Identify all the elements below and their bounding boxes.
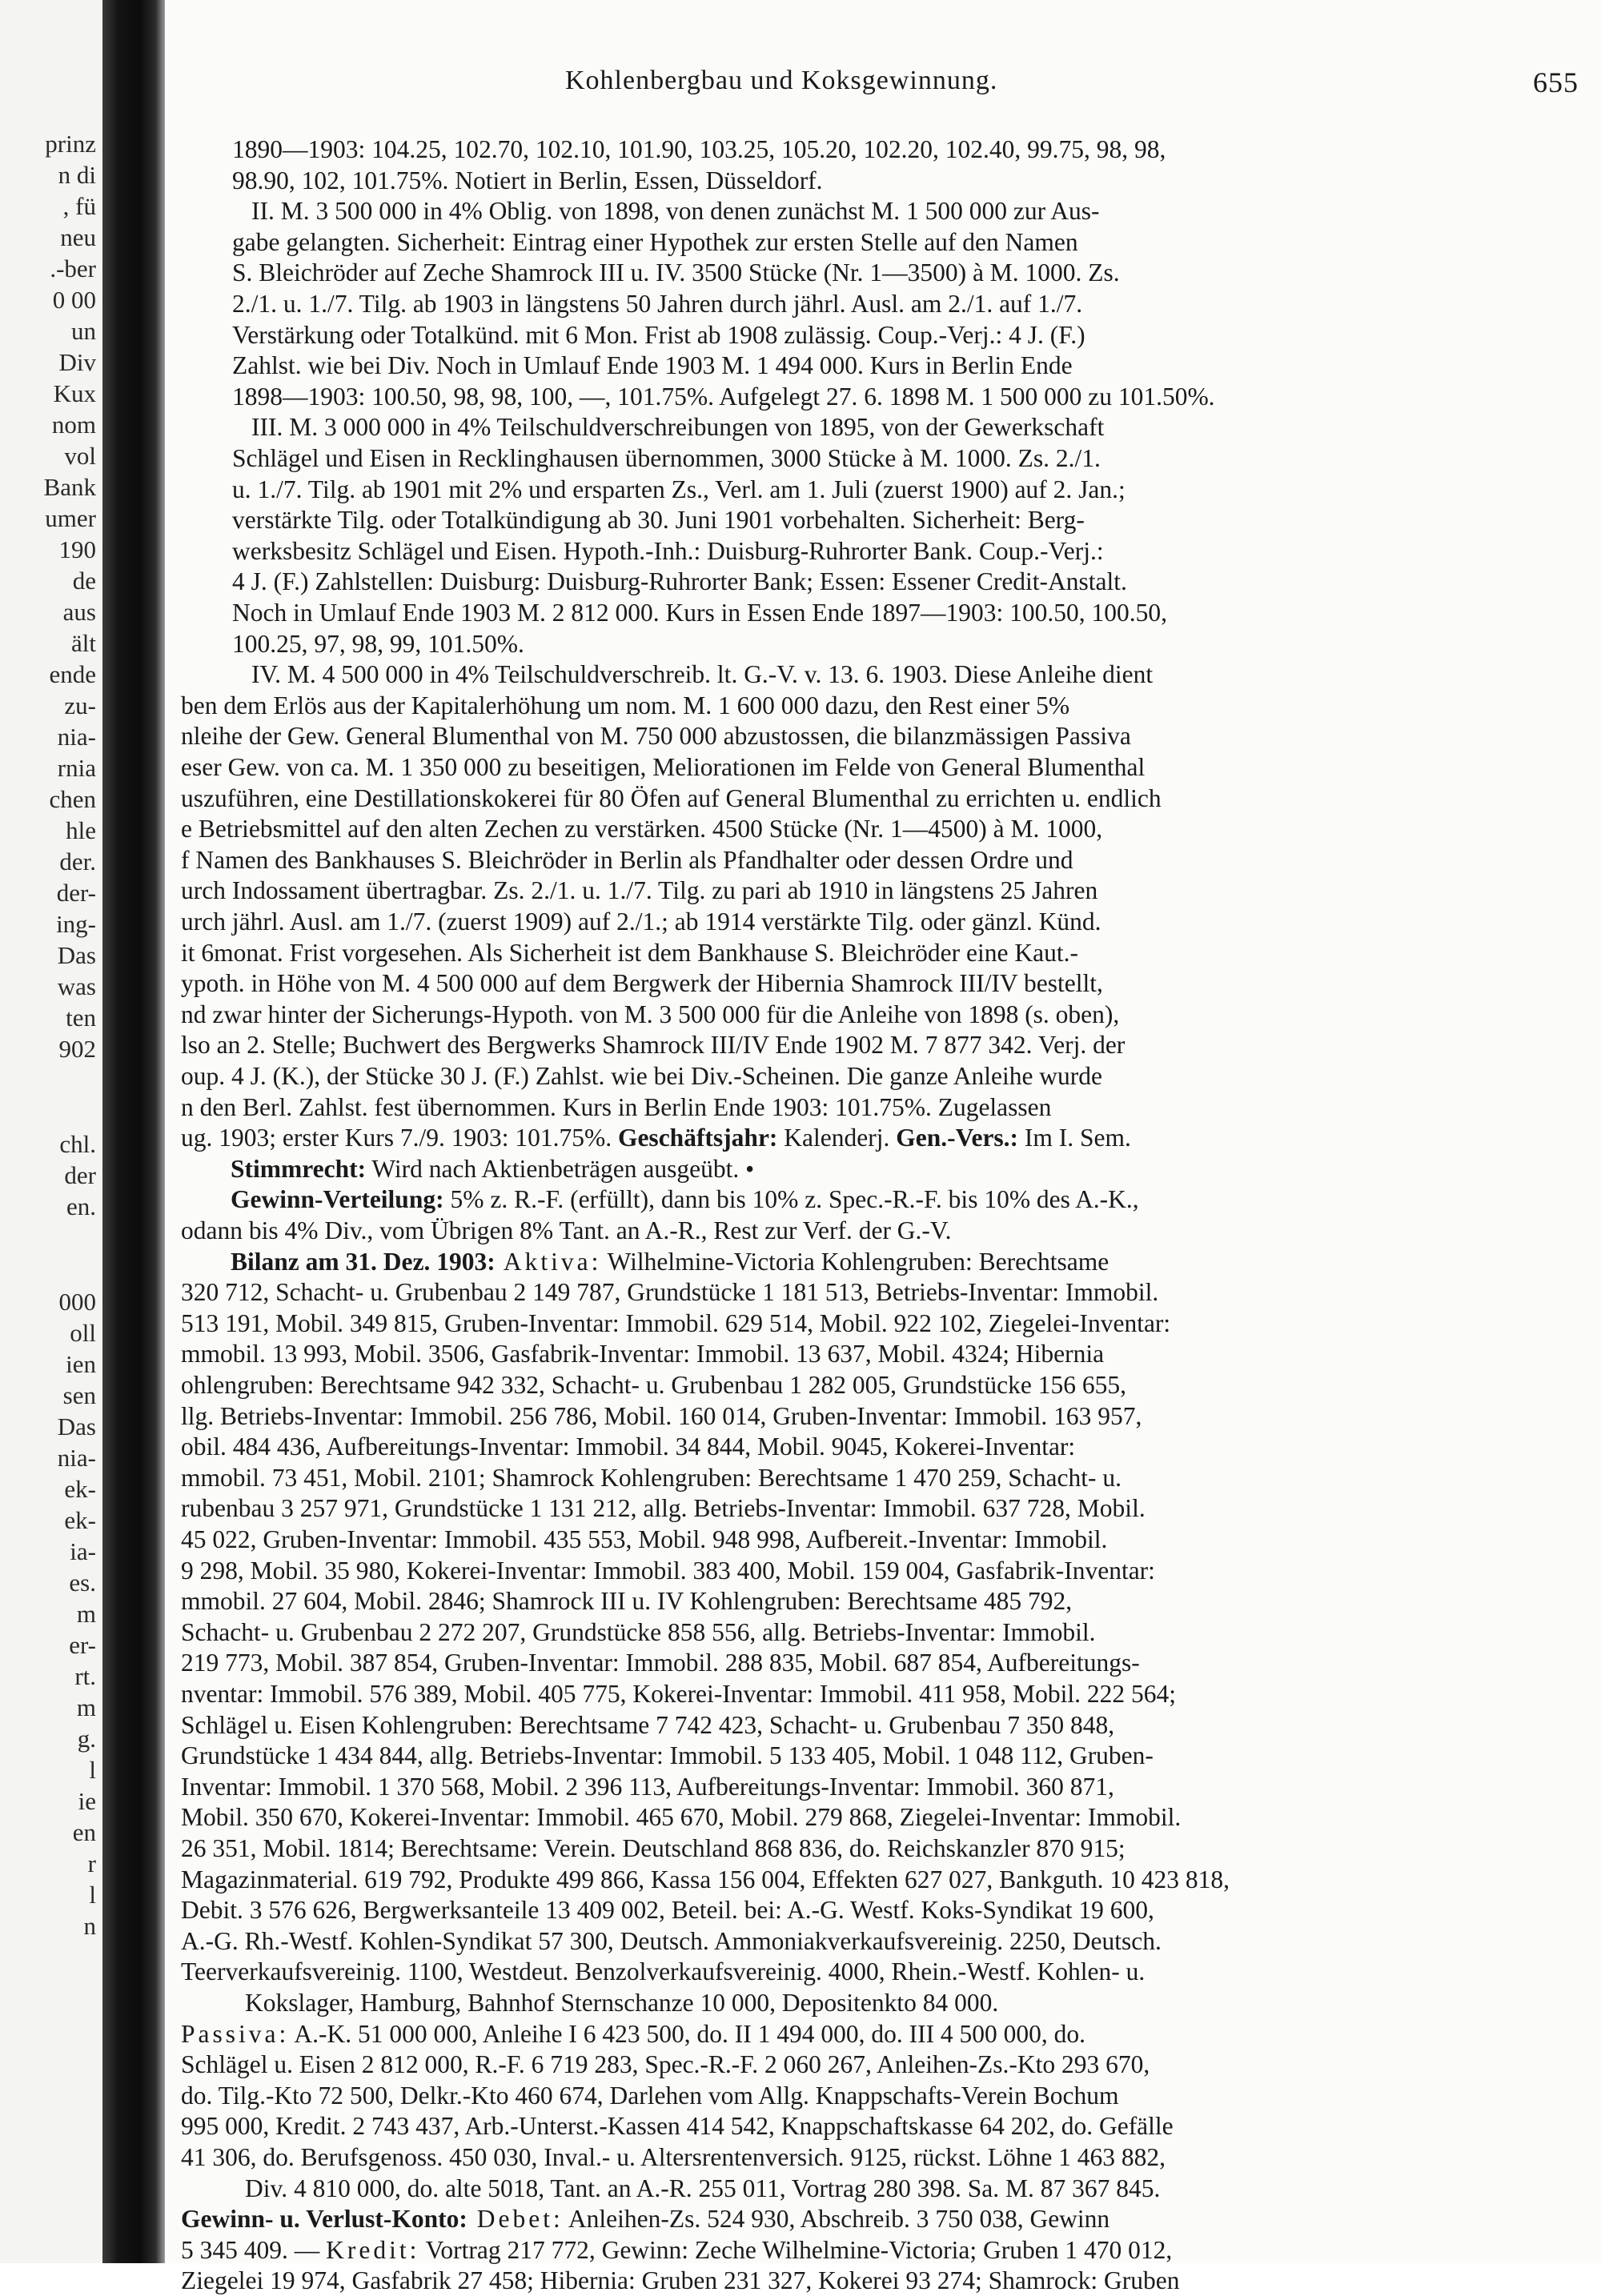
line-text: Vortrag 217 772, Gewinn: Zeche Wilhelmine-Victoria; Gruben 1 470 012, xyxy=(419,2235,1173,2264)
text-line xyxy=(181,1092,1583,1123)
text-line xyxy=(231,1247,1583,1277)
facing-page-fragment: ek- xyxy=(64,1475,96,1503)
facing-page-fragment: Das xyxy=(57,1412,96,1441)
bold-term: Bilanz am 31. Dez. 1903: xyxy=(231,1247,496,1276)
text-line xyxy=(232,134,1583,165)
line-text: IV. M. 4 500 000 in 4% Teilschuldverschreib. lt. G.-V. v. 13. 6. 1903. Diese Anleihe dient xyxy=(251,660,1154,689)
facing-page-fragment: r xyxy=(87,1849,96,1877)
text-line xyxy=(181,1741,1583,1771)
line-text: urch Indossament übertragbar. Zs. 2./1. u. 1./7. Tilg. zu pari ab 1910 in längstens 25 Jahren xyxy=(181,876,1098,905)
line-text: eser Gew. von ca. M. 1 350 000 zu beseitigen, Meliorationen im Felde von General Blumenthal xyxy=(181,753,1146,781)
text-line xyxy=(232,382,1583,412)
text-line xyxy=(181,968,1583,999)
facing-page-fragment: de xyxy=(72,567,96,595)
line-text: oup. 4 J. (K.), der Stücke 30 J. (F.) Zahlst. wie bei Div.-Scheinen. Die ganze Anleihe wurde xyxy=(181,1062,1103,1090)
line-text: uszuführen, eine Destillationskokerei für 80 Öfen auf General Blumenthal zu errichten u. endlich xyxy=(181,783,1162,812)
text-line xyxy=(181,1957,1583,1987)
line-text: 1890—1903: 104.25, 102.70, 102.10, 101.90, 103.25, 105.20, 102.20, 102.40, 99.75, 98, 98, xyxy=(232,135,1166,163)
text-line xyxy=(181,1525,1583,1555)
facing-page-fragment: was xyxy=(57,972,96,1000)
text-line xyxy=(181,1493,1583,1524)
line-text: 4 J. (F.) Zahlstellen: Duisburg: Duisburg-Ruhrorter Bank; Essen: Essener Credit-Anstalt. xyxy=(232,567,1127,596)
text-line xyxy=(181,2142,1583,2173)
line-text: 100.25, 97, 98, 99, 101.50%. xyxy=(232,629,524,658)
spaced-term: Aktiva: xyxy=(495,1247,602,1276)
facing-page-fragment: m xyxy=(76,1693,96,1721)
text-line xyxy=(251,412,1583,443)
text-line xyxy=(251,659,1583,690)
page-title: Kohlenbergbau und Koksgewinnung. xyxy=(565,66,998,95)
facing-page-fragment: Bank xyxy=(43,473,96,501)
line-text: Ziegelei 19 974, Gasfabrik 27 458; Hibernia: Gruben 231 327, Kokerei 93 274; Shamrock: Gruben xyxy=(181,2266,1180,2295)
left-page-margin xyxy=(0,0,102,2263)
line-text: 320 712, Schacht- u. Grubenbau 2 149 787, Grundstücke 1 181 513, Betriebs-Inventar: Immobil. xyxy=(181,1278,1159,1307)
text-line xyxy=(181,1277,1583,1308)
text-line xyxy=(231,1184,1583,1215)
facing-page-fragment: ien xyxy=(66,1350,96,1378)
facing-page-fragment: aus xyxy=(62,598,96,626)
text-line xyxy=(232,536,1583,567)
line-text: Debit. 3 576 626, Bergwerksanteile 13 409 002, Beteil. bei: A.-G. Westf. Koks-Syndikat 19 600, xyxy=(181,1896,1154,1925)
line-text: ypoth. in Höhe von M. 4 500 000 auf dem Bergwerk der Hibernia Shamrock III/IV bestellt, xyxy=(181,969,1103,998)
line-text: Zahlst. wie bei Div. Noch in Umlauf Ende 1903 M. 1 494 000. Kurs in Berlin Ende xyxy=(232,351,1073,380)
text-line xyxy=(245,1988,1583,2018)
text-line xyxy=(232,567,1583,597)
text-line xyxy=(232,289,1583,319)
line-text: Wilhelmine-Victoria Kohlengruben: Berechtsame xyxy=(601,1247,1109,1276)
bold-term: Gen.-Vers.: xyxy=(896,1124,1019,1152)
facing-page-fragment: umer xyxy=(45,504,96,532)
facing-page-fragment: ie xyxy=(78,1787,96,1815)
line-text: 26 351, Mobil. 1814; Berechtsame: Verein. Deutschland 868 836, do. Reichskanzler 870 915; xyxy=(181,1834,1126,1862)
line-text: mmobil. 27 604, Mobil. 2846; Shamrock III u. IV Kohlengruben: Berechtsame 485 792, xyxy=(181,1587,1073,1616)
text-line xyxy=(181,691,1583,721)
text-line xyxy=(181,1802,1583,1833)
line-text: Teerverkaufsvereinig. 1100, Westdeut. Benzolverkaufsvereinig. 4000, Rhein.-Westf. Kohlen- u. xyxy=(181,1957,1146,1986)
line-text: Anleihen-Zs. 524 930, Abschreib. 3 750 038, Gewinn xyxy=(563,2205,1110,2234)
bold-term: Gewinn- u. Verlust-Konto: xyxy=(181,2205,467,2234)
text-line xyxy=(181,1617,1583,1648)
line-text: rubenbau 3 257 971, Grundstücke 1 131 212, allg. Betriebs-Inventar: Immobil. 637 728, Mobil. xyxy=(181,1494,1146,1523)
line-text: 9 298, Mobil. 35 980, Kokerei-Inventar: Immobil. 383 400, Mobil. 159 004, Gasfabrik-Inventar: xyxy=(181,1556,1155,1585)
text-line xyxy=(181,1772,1583,1802)
text-line xyxy=(181,2019,1583,2050)
facing-page-fragment: l xyxy=(89,1756,96,1784)
line-text: urch jährl. Ausl. am 1./7. (zuerst 1909) auf 2./1.; ab 1914 verstärkte Tilg. oder gänzl. Künd. xyxy=(181,908,1101,936)
facing-page-fragment: der. xyxy=(59,847,96,876)
text-line xyxy=(232,320,1583,351)
facing-page-fragment: n di xyxy=(58,161,96,189)
spaced-term: Debet: xyxy=(467,2205,564,2234)
line-text: Div. 4 810 000, do. alte 5018, Tant. an A.-R. 255 011, Vortrag 280 398. Sa. M. 87 367 845. xyxy=(245,2174,1161,2202)
text-line xyxy=(232,629,1583,659)
line-text: obil. 484 436, Aufbereitungs-Inventar: Immobil. 34 844, Mobil. 9045, Kokerei-Inventar: xyxy=(181,1432,1076,1461)
facing-page-fragment: Kux xyxy=(53,379,96,407)
text-line xyxy=(232,258,1583,288)
facing-page-fragment: ten xyxy=(66,1004,96,1032)
line-text: werksbesitz Schlägel und Eisen. Hypoth.-Inh.: Duisburg-Ruhrorter Bank. Coup.-Verj.: xyxy=(232,536,1104,565)
line-text: gabe gelangten. Sicherheit: Eintrag einer Hypothek zur ersten Stelle auf den Namen xyxy=(232,227,1078,256)
facing-page-fragment: es. xyxy=(69,1569,96,1597)
line-text: 98.90, 102, 101.75%. Notiert in Berlin, Essen, Düsseldorf. xyxy=(232,166,823,194)
text-line xyxy=(181,2266,1583,2296)
line-text: verstärkte Tilg. oder Totalkündigung ab 30. Juni 1901 vorbehalten. Sicherheit: Berg- xyxy=(232,506,1085,535)
line-text: S. Bleichröder auf Zeche Shamrock III u. IV. 3500 Stücke (Nr. 1—3500) à M. 1000. Zs. xyxy=(232,258,1120,287)
page-number: 655 xyxy=(1533,66,1579,98)
bold-term: Stimmrecht: xyxy=(231,1154,367,1183)
facing-page-fragment: sen xyxy=(62,1381,96,1409)
line-text: Im I. Sem. xyxy=(1018,1124,1131,1152)
text-line xyxy=(232,227,1583,258)
line-text: A.-G. Rh.-Westf. Kohlen-Syndikat 57 300, Deutsch. Ammoniakverkaufsvereinig. 2250, Deutsch. xyxy=(181,1926,1162,1955)
bold-term: Gewinn-Verteilung: xyxy=(231,1185,444,1214)
facing-page-fragment: 190 xyxy=(58,535,96,563)
bold-term: Geschäftsjahr: xyxy=(617,1124,778,1152)
line-text: 219 773, Mobil. 387 854, Gruben-Inventar: Immobil. 288 835, Mobil. 687 854, Aufbereitungs- xyxy=(181,1649,1140,1677)
text-line xyxy=(181,1030,1583,1060)
line-text: nleihe der Gew. General Blumenthal von M. 750 000 abzustossen, die bilanzmässigen Passiva xyxy=(181,722,1131,751)
text-line xyxy=(181,1710,1583,1741)
text-line xyxy=(181,1061,1583,1092)
book-gutter xyxy=(102,0,165,2263)
text-line xyxy=(245,2174,1583,2204)
line-text: mmobil. 13 993, Mobil. 3506, Gasfabrik-Inventar: Immobil. 13 637, Mobil. 4324; Hibernia xyxy=(181,1340,1105,1368)
facing-page-fragment: 902 xyxy=(58,1035,96,1063)
text-line xyxy=(231,1154,1583,1184)
line-text: Inventar: Immobil. 1 370 568, Mobil. 2 396 113, Aufbereitungs-Inventar: Immobil. 360 871, xyxy=(181,1772,1114,1801)
text-line xyxy=(181,1339,1583,1369)
facing-page-fragment: , fü xyxy=(62,192,96,220)
line-text: 1898—1903: 100.50, 98, 98, 100, —, 101.75%. Aufgelegt 27. 6. 1898 M. 1 500 000 zu 101.50%. xyxy=(232,382,1215,411)
text-line xyxy=(181,1556,1583,1586)
facing-page-fragment: n xyxy=(83,1912,96,1940)
line-text: A.-K. 51 000 000, Anleihe I 6 423 500, do. II 1 494 000, do. III 4 500 000, do. xyxy=(289,2019,1086,2048)
line-text: f Namen des Bankhauses S. Bleichröder in Berlin als Pfandhalter oder dessen Ordre und xyxy=(181,845,1073,874)
facing-page-fragment: rt. xyxy=(74,1662,96,1690)
text-line xyxy=(181,1463,1583,1493)
text-line xyxy=(181,2235,1583,2266)
text-line xyxy=(181,1648,1583,1678)
text-line xyxy=(181,1895,1583,1925)
text-line xyxy=(181,2050,1583,2080)
spaced-term: Passiva: xyxy=(181,2019,290,2048)
line-text: 5% z. R.-F. (erfüllt), dann bis 10% z. Spec.-R.-F. bis 10% des A.-K., xyxy=(443,1185,1139,1214)
line-text: e Betriebsmittel auf den alten Zechen zu verstärken. 4500 Stücke (Nr. 1—4500) à M. 1000, xyxy=(181,815,1103,843)
line-text: ben dem Erlös aus der Kapitalerhöhung um nom. M. 1 600 000 dazu, den Rest einer 5% xyxy=(181,691,1070,719)
line-text: it 6monat. Frist vorgesehen. Als Sicherheit ist dem Bankhause S. Bleichröder eine Kaut.- xyxy=(181,938,1078,967)
facing-page-fragment: prinz xyxy=(45,130,96,158)
text-line xyxy=(232,598,1583,628)
facing-page-fragment: l xyxy=(89,1881,96,1909)
line-text: ohlengruben: Berechtsame 942 332, Schacht- u. Grubenbau 1 282 005, Grundstücke 156 655, xyxy=(181,1371,1126,1399)
line-text: mmobil. 73 451, Mobil. 2101; Shamrock Kohlengruben: Berechtsame 1 470 259, Schacht- u. xyxy=(181,1463,1122,1492)
line-text: odann bis 4% Div., vom Übrigen 8% Tant. an A.-R., Rest zur Verf. der G.-V. xyxy=(181,1216,952,1244)
text-line xyxy=(181,1926,1583,1957)
line-text: nd zwar hinter der Sicherungs-Hypoth. von M. 3 500 000 für die Anleihe von 1898 (s. oben), xyxy=(181,1000,1120,1028)
line-text: 513 191, Mobil. 349 815, Gruben-Inventar: Immobil. 629 514, Mobil. 922 102, Ziegelei-Inventar: xyxy=(181,1308,1171,1337)
line-text: nventar: Immobil. 576 389, Mobil. 405 775, Kokerei-Inventar: Immobil. 411 958, Mobil. 222 564; xyxy=(181,1680,1176,1708)
text-line xyxy=(181,2081,1583,2111)
text-line xyxy=(181,1833,1583,1864)
text-line xyxy=(181,814,1583,844)
spaced-term: Kredit: xyxy=(326,2235,420,2264)
text-line xyxy=(181,907,1583,937)
facing-page-fragment: en xyxy=(72,1818,96,1846)
facing-page-fragment: er- xyxy=(69,1631,96,1659)
facing-page-fragment: ing- xyxy=(56,910,96,938)
facing-page-fragment: der xyxy=(64,1161,96,1189)
text-line xyxy=(251,196,1583,226)
line-text: Kalenderj. xyxy=(777,1124,897,1152)
line-text: III. M. 3 000 000 in 4% Teilschuldverschreibungen von 1895, von der Gewerkschaft xyxy=(251,413,1105,442)
text-line xyxy=(181,2111,1583,2142)
line-text: Mobil. 350 670, Kokerei-Inventar: Immobil. 465 670, Mobil. 279 868, Ziegelei-Inventar: Immobil. xyxy=(181,1803,1182,1832)
line-text: Schlägel und Eisen in Recklinghausen übernommen, 3000 Stücke à M. 1000. Zs. 2./1. xyxy=(232,444,1101,472)
facing-page-fragment: nom xyxy=(51,411,96,439)
facing-page-fragment: ek- xyxy=(64,1506,96,1534)
text-line xyxy=(181,876,1583,906)
text-line xyxy=(181,1370,1583,1400)
text-line xyxy=(232,443,1583,474)
line-text: llg. Betriebs-Inventar: Immobil. 256 786, Mobil. 160 014, Gruben-Inventar: Immobil. 163 957, xyxy=(181,1401,1142,1430)
text-line xyxy=(181,721,1583,751)
text-line xyxy=(232,475,1583,505)
facing-page-fragment: Das xyxy=(57,941,96,969)
facing-page-fragment: un xyxy=(71,317,96,345)
facing-page-fragment: ia- xyxy=(70,1537,96,1565)
facing-page-fragment: nia- xyxy=(57,723,96,751)
text-line xyxy=(181,938,1583,968)
facing-page-fragment: chl. xyxy=(59,1130,96,1158)
line-text: Schacht- u. Grubenbau 2 272 207, Grundstücke 858 556, allg. Betriebs-Inventar: Immobil. xyxy=(181,1617,1096,1646)
line-text: Schlägel u. Eisen 2 812 000, R.-F. 6 719 283, Spec.-R.-F. 2 060 267, Anleihen-Zs.-Kto 293 670, xyxy=(181,2050,1150,2079)
facing-page-fragment: ende xyxy=(49,660,96,688)
line-text: 45 022, Gruben-Inventar: Immobil. 435 553, Mobil. 948 998, Aufbereit.-Inventar: Immobil. xyxy=(181,1525,1108,1553)
line-text: 5 345 409. — xyxy=(181,2235,327,2264)
line-text: 41 306, do. Berufsgenoss. 450 030, Inval.- u. Altersrentenversich. 9125, rückst. Löhne 1 463 882, xyxy=(181,2143,1166,2171)
text-line xyxy=(181,2204,1583,2234)
text-line xyxy=(181,845,1583,876)
text-line xyxy=(181,752,1583,783)
line-text: do. Tilg.-Kto 72 500, Delkr.-Kto 460 674, Darlehen vom Allg. Knappschafts-Verein Bochum xyxy=(181,2081,1119,2110)
line-text: Noch in Umlauf Ende 1903 M. 2 812 000. Kurs in Essen Ende 1897—1903: 100.50, 100.50, xyxy=(232,599,1168,627)
line-text: Wird nach Aktienbeträgen ausgeübt. • xyxy=(366,1154,755,1183)
line-text: Verstärkung oder Totalkünd. mit 6 Mon. Frist ab 1908 zulässig. Coup.-Verj.: 4 J. (F.) xyxy=(232,320,1085,349)
line-text: n den Berl. Zahlst. fest übernommen. Kurs in Berlin Ende 1903: 101.75%. Zugelassen xyxy=(181,1092,1052,1121)
facing-page-fragment: nia- xyxy=(57,1444,96,1472)
text-line xyxy=(232,351,1583,381)
line-text: 995 000, Kredit. 2 743 437, Arb.-Unterst.-Kassen 414 542, Knappschaftskasse 64 202, do. Gefälle xyxy=(181,2112,1174,2141)
facing-page-fragment: zu- xyxy=(64,691,96,719)
text-line xyxy=(181,1432,1583,1462)
facing-page-fragment: m xyxy=(76,1600,96,1628)
text-line xyxy=(181,1123,1583,1153)
facing-page-fragment: 000 xyxy=(58,1288,96,1316)
text-line xyxy=(232,166,1583,196)
line-text: II. M. 3 500 000 in 4% Oblig. von 1898, von denen zunächst M. 1 500 000 zur Aus- xyxy=(251,197,1100,226)
facing-page-fragment: rnia xyxy=(57,754,96,782)
facing-page-fragment: oll xyxy=(70,1319,96,1347)
text-line xyxy=(181,1216,1583,1246)
facing-page-fragment: chen xyxy=(49,785,96,813)
text-line xyxy=(181,783,1583,814)
line-text: ug. 1903; erster Kurs 7./9. 1903: 101.75%. xyxy=(181,1124,618,1152)
line-text: 2./1. u. 1./7. Tilg. ab 1903 in längstens 50 Jahren durch jährl. Ausl. am 2./1. auf 1./7. xyxy=(232,290,1083,318)
line-text: u. 1./7. Tilg. ab 1901 mit 2% und ersparten Zs., Verl. am 1. Juli (zuerst 1900) auf 2. Jan.; xyxy=(232,475,1126,503)
facing-page-fragment: vol xyxy=(64,442,96,470)
facing-page-fragment: der- xyxy=(56,879,96,907)
text-line xyxy=(181,1401,1583,1432)
line-text: lso an 2. Stelle; Buchwert des Bergwerks Shamrock III/IV Ende 1902 M. 7 877 342. Verj. der xyxy=(181,1031,1126,1060)
text-line xyxy=(181,1308,1583,1339)
text-line xyxy=(181,1586,1583,1617)
text-line xyxy=(181,1865,1583,1895)
line-text: Kokslager, Hamburg, Bahnhof Sternschanze 10 000, Depositenkto 84 000. xyxy=(245,1989,999,2017)
line-text: Grundstücke 1 434 844, allg. Betriebs-Inventar: Immobil. 5 133 405, Mobil. 1 048 112, Gruben- xyxy=(181,1741,1154,1770)
facing-page-fragment: en. xyxy=(66,1192,96,1220)
line-text: Schlägel u. Eisen Kohlengruben: Berechtsame 7 742 423, Schacht- u. Grubenbau 7 350 848, xyxy=(181,1710,1115,1739)
line-text: Magazinmaterial. 619 792, Produkte 499 866, Kassa 156 004, Effekten 627 027, Bankguth. 10 423 818, xyxy=(181,1865,1230,1893)
text-line xyxy=(232,505,1583,535)
facing-page-fragment: ält xyxy=(71,629,96,657)
facing-page-fragment: neu xyxy=(60,223,96,251)
document-page xyxy=(165,0,1601,2295)
facing-page-fragment: g. xyxy=(77,1725,96,1753)
facing-page-fragment: Div xyxy=(58,348,96,376)
facing-page-fragment: hle xyxy=(66,816,96,844)
document-body xyxy=(165,0,1601,2295)
facing-page-fragment: .-ber xyxy=(50,254,96,282)
facing-page-fragment: 0 00 xyxy=(52,286,96,314)
text-line xyxy=(181,1000,1583,1030)
text-line xyxy=(181,1679,1583,1709)
